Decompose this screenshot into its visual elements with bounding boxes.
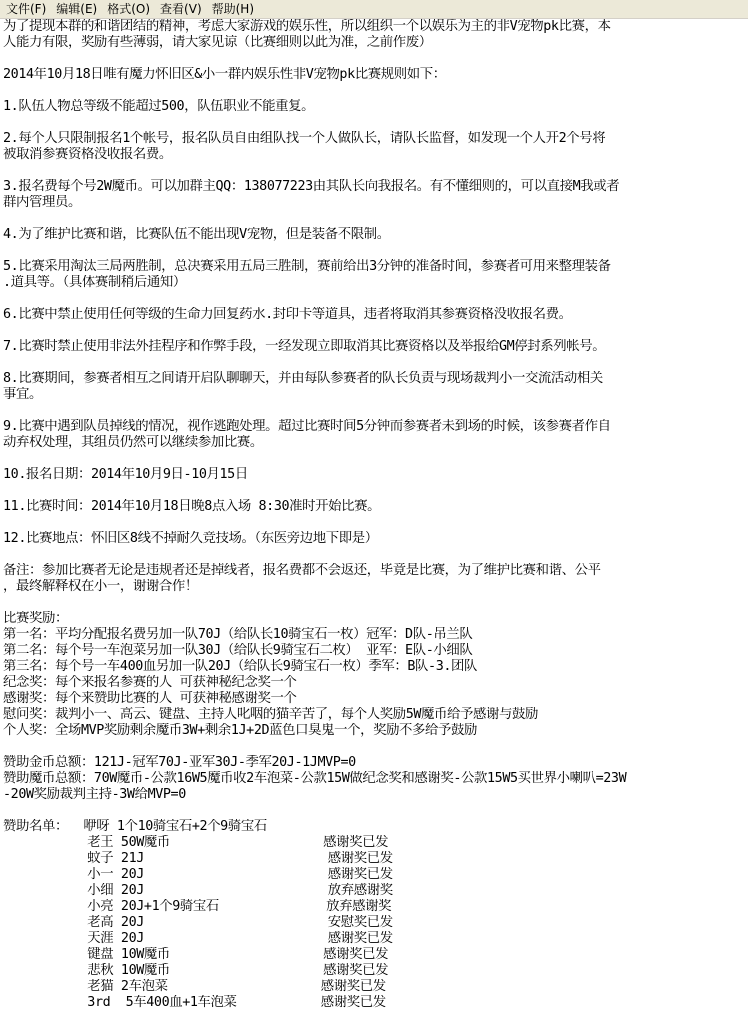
text-line: 老王 50W魔币 感谢奖已发 [3,835,389,850]
text-line: 3.报名费每个号2W魔币。可以加群主QQ：138077223由其队长向我报名。有不懂细则的，可以直接M我或者 [3,179,620,194]
text-line [3,115,746,131]
text-line: 人能力有限，奖励有些薄弱，请大家见谅（比赛细则以此为准，之前作废） [3,35,432,50]
text-line [3,163,746,179]
text-line: 小一 20J 感谢奖已发 [3,867,393,882]
text-line: 11.比赛时间：2014年10月18日晚8点入场 8:30准时开始比赛。 [3,499,381,514]
text-line: 动弃权处理，其组员仍然可以继续参加比赛。 [3,435,263,450]
text-line: 10.报名日期：2014年10月9日-10月15日 [3,467,248,482]
menu-edit[interactable]: 编辑(E) [56,2,98,16]
text-line [3,211,746,227]
menu-help[interactable]: 帮助(H) [211,2,255,16]
text-line: 老猫 2车泡菜 感谢奖已发 [3,979,386,994]
text-line: 5.比赛采用淘汰三局两胜制，总决赛采用五局三胜制，赛前给出3分钟的准备时间，参赛者可用来整理装备 [3,259,611,274]
menu-view[interactable]: 查看(V) [160,2,202,16]
text-line: 蚊子 21J 感谢奖已发 [3,851,393,866]
menu-format[interactable]: 格式(O) [107,2,151,16]
text-line [3,243,746,259]
text-line: 被取消参赛资格没收报名费。 [3,147,172,162]
text-line: 3rd 5车400血+1车泡菜 感谢奖已发 [3,995,386,1010]
text-line [3,291,746,307]
text-line: 小亮 20J+1个9骑宝石 放弃感谢奖 [3,899,392,914]
text-line: 慰问奖：裁判小一、高云、键盘、主持人叱咽的猫辛苦了，每个人奖励5W魔币给予感谢与鼓励 [3,707,538,722]
text-line: 2014年10月18日唯有魔力怀旧区&小一群内娱乐性非V宠物pk比赛规则如下： [3,67,446,82]
text-line [3,739,746,755]
text-line: 悲秋 10W魔币 感谢奖已发 [3,963,389,978]
text-line: 天涯 20J 感谢奖已发 [3,931,393,946]
text-line: 小细 20J 放弃感谢奖 [3,883,393,898]
text-line [3,803,746,819]
text-line: 事宜。 [3,387,42,402]
text-line: 赞助金币总额：121J-冠军70J-亚军30J-季军20J-1JMVP=0 [3,755,356,770]
text-line: ，最终解释权在小一，谢谢合作！ [3,579,198,594]
text-line: 6.比赛中禁止使用任何等级的生命力回复药水.封印卡等道具，违者将取消其参赛资格没收报名费。 [3,307,572,322]
text-line: 群内管理员。 [3,195,81,210]
text-line: 4.为了维护比赛和谐，比赛队伍不能出现V宠物，但是装备不限制。 [3,227,390,242]
text-line: 12.比赛地点：怀旧区8线不掉耐久竞技场。（东医旁边地下即是） [3,531,378,546]
text-line: 备注：参加比赛者无论是违规者还是掉线者，报名费都不会返还，毕竟是比赛，为了维护比赛和谐、公平 [3,563,601,578]
text-line [3,51,746,67]
text-line: 2.每个人只限制报名1个帐号，报名队员自由组队找一个人做队长，请队长监督，如发现一个人开2个号将 [3,131,606,146]
text-line: .道具等。（具体赛制稍后通知） [3,275,186,290]
text-line: 赞助名单： 咿呀 1个10骑宝石+2个9骑宝石 [3,819,267,834]
text-line: 老高 20J 安慰奖已发 [3,915,393,930]
text-line: 8.比赛期间，参赛者相互之间请开启队聊聊天，并由每队参赛者的队长负责与现场裁判小一交流活动相关 [3,371,603,386]
text-line [3,483,746,499]
text-line [3,451,746,467]
text-line [3,323,746,339]
text-line: 第二名：每个号一车泡菜另加一队30J（给队长9骑宝石二枚） 亚军：E队-小细队 [3,643,473,658]
text-line: 感谢奖：每个来赞助比赛的人 可获神秘感谢奖一个 [3,691,297,706]
text-line: 比赛奖励： [3,611,68,626]
text-line: 个人奖：全场MVP奖励剩余魔币3W+剩余1J+2D蓝色口臭鬼一个，奖励不多给予鼓励 [3,723,477,738]
text-line [3,355,746,371]
text-line: 1.队伍人物总等级不能超过500，队伍职业不能重复。 [3,99,315,114]
menu-bar [0,0,748,19]
text-line: 赞助魔币总额：70W魔币-公款16W5魔币收2车泡菜-公款15W做纪念奖和感谢奖-公款15W5买世界小喇叭=23W [3,771,627,786]
text-line: 9.比赛中遇到队员掉线的情况，视作逃跑处理。超过比赛时间5分钟而参赛者未到场的时候，该参赛者作自 [3,419,611,434]
text-line: 第一名：平均分配报名费另加一队70J（给队长10骑宝石一枚）冠军：D队-吊兰队 [3,627,473,642]
text-line [3,547,746,563]
text-line [3,515,746,531]
text-line [3,595,746,611]
menu-file[interactable]: 文件(F) [6,2,47,16]
text-line [3,83,746,99]
text-line: 为了提现本群的和谐团结的精神，考虑大家游戏的娱乐性，所以组织一个以娱乐为主的非V宠物pk比赛，本 [3,19,611,34]
text-editor-area[interactable] [0,19,746,1019]
text-line: 键盘 10W魔币 感谢奖已发 [3,947,389,962]
text-line: 第三名：每个号一车400血另加一队20J（给队长9骑宝石一枚）季军：B队-3.团队 [3,659,477,674]
text-line [3,403,746,419]
text-line: -20W奖励裁判主持-3W给MVP=0 [3,787,186,802]
text-line: 纪念奖：每个来报名参赛的人 可获神秘纪念奖一个 [3,675,297,690]
text-line: 7.比赛时禁止使用非法外挂程序和作弊手段，一经发现立即取消其比赛资格以及举报给GM停封系列帐号。 [3,339,606,354]
